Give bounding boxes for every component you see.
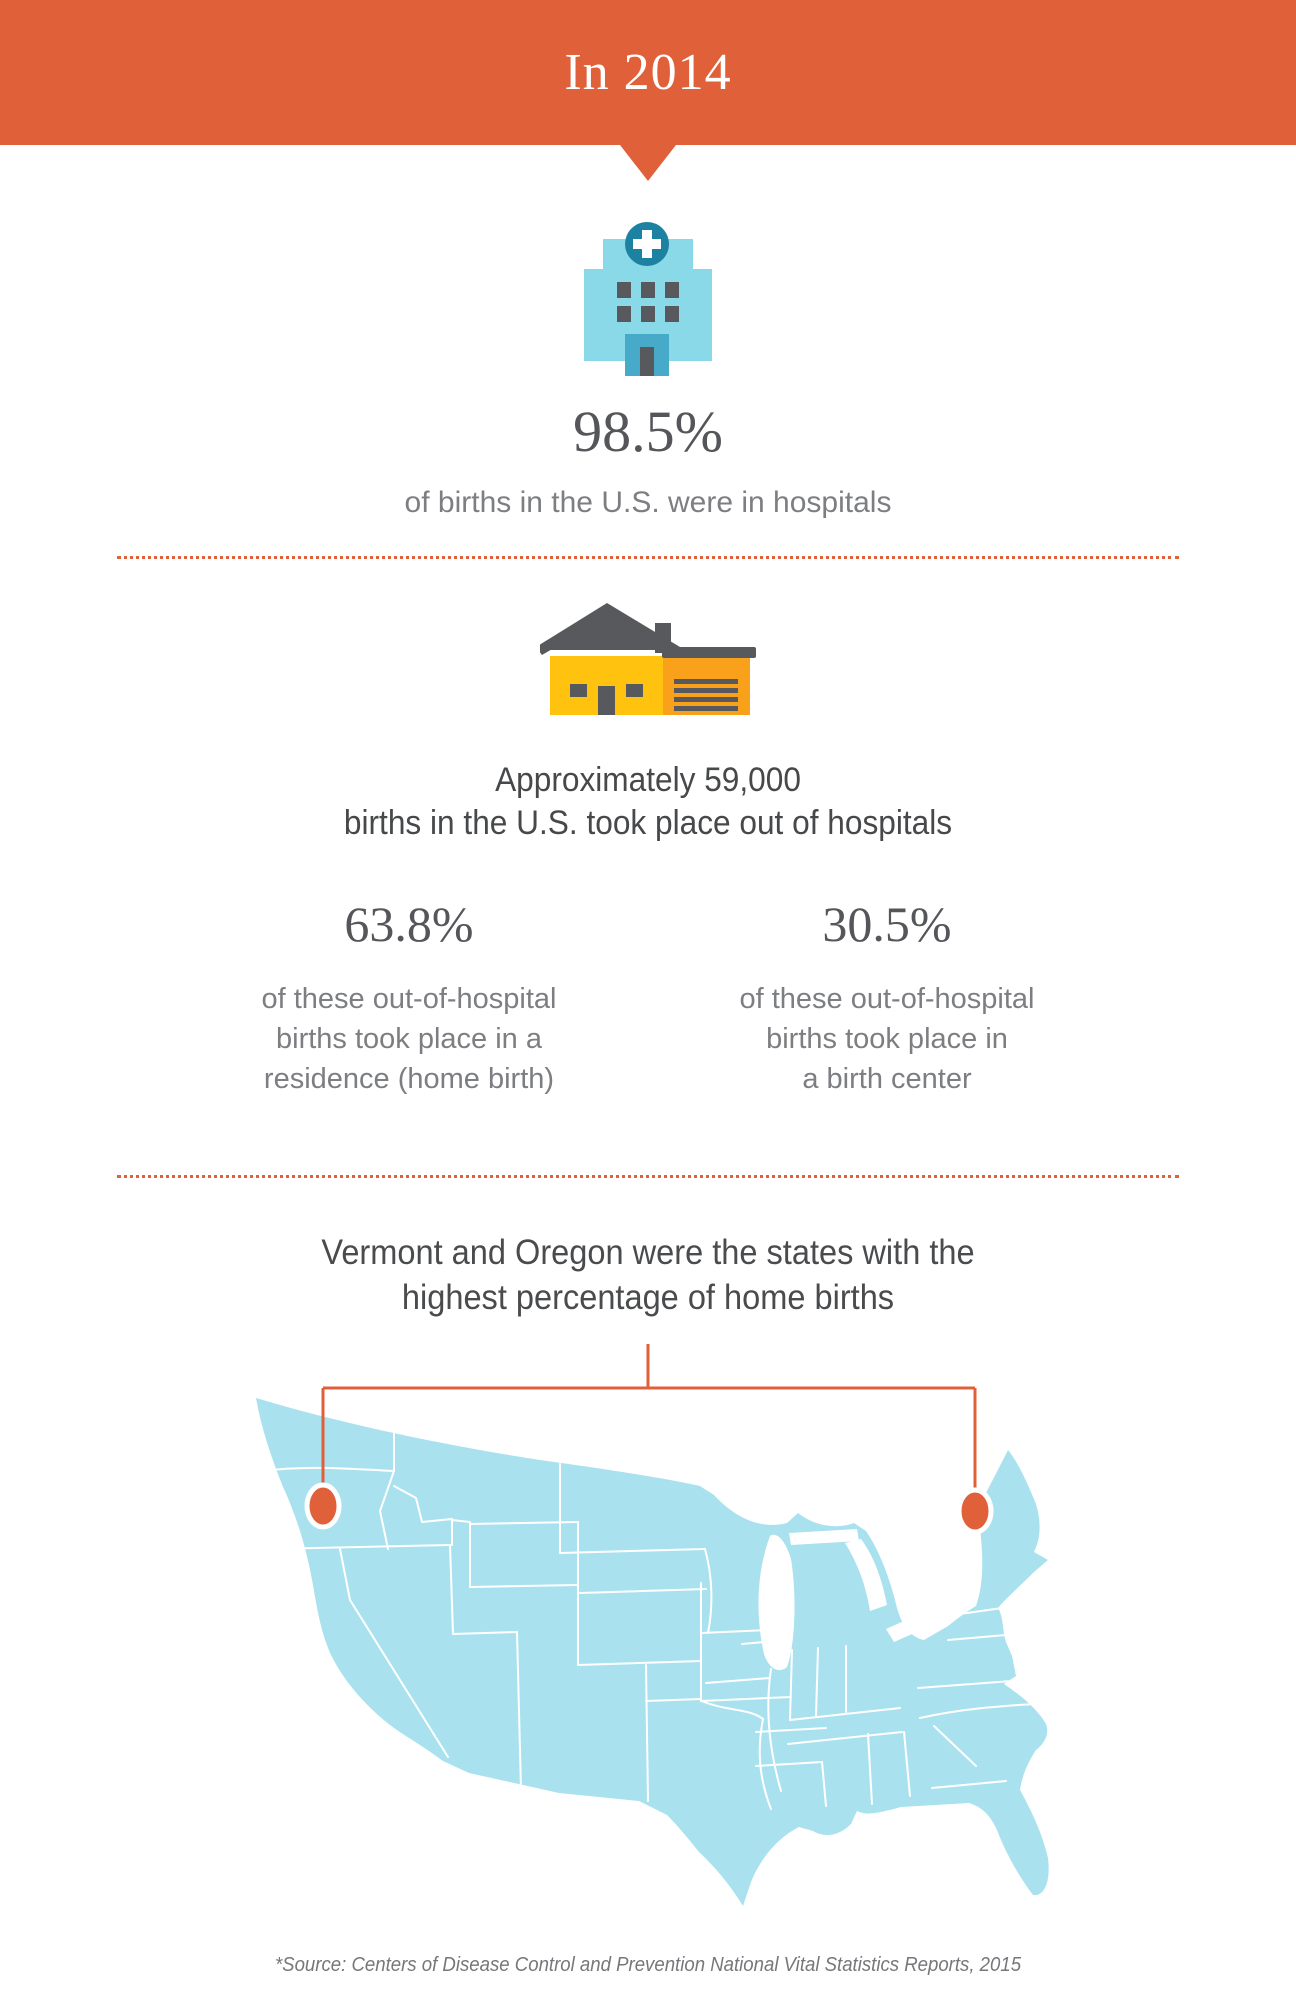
oregon-marker [307,1485,339,1527]
out-of-hospital-heading [45,759,1250,845]
house-icon [540,603,756,715]
header-banner [0,0,1296,145]
home-birth-stat-value: 63.8% [344,896,474,952]
header-pointer-triangle [620,145,676,181]
dotted-divider [117,1175,1179,1178]
map-heading-line1: Vermont and Oregon were the states with the [321,1233,975,1272]
us-map-section [0,1338,1296,1938]
home-birth-caption: of these out-of-hospital births took place in a residence (home birth) [261,983,557,1095]
dotted-divider [117,556,1179,559]
us-map-figure [0,1338,1296,1938]
us-map-landmass [256,1398,1049,1906]
map-heading [45,1230,1250,1320]
map-heading-line2: highest percentage of home births [401,1278,895,1317]
home-birth-column [199,895,619,1099]
hospital-stat-value: 98.5% [573,399,723,464]
birth-center-stat-value: 30.5% [822,896,952,952]
vermont-marker [959,1490,991,1532]
out-of-hospital-heading-line2: births in the U.S. took place out of hospitals [343,804,953,842]
hospital-stat-caption: of births in the U.S. were in hospitals [404,486,892,519]
birth-center-column [677,895,1097,1099]
out-of-hospital-columns [0,895,1296,1099]
house-section-icon-row [0,603,1296,715]
birth-center-caption: of these out-of-hospital births took place in a birth center [739,983,1035,1095]
page-title: In 2014 [564,44,732,101]
out-of-hospital-heading-line1: Approximately 59,000 [495,761,801,799]
hospital-building-icon [584,221,712,386]
source-note: *Source: Centers of Disease Control and Prevention National Vital Statistics Reports, 2015 [274,1954,1022,1976]
hospital-section-icon-row [0,221,1296,386]
